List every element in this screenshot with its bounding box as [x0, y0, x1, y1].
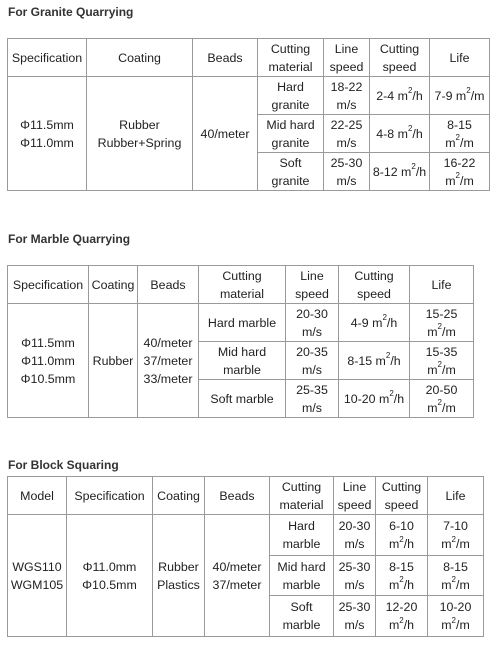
coating-cell: Rubber Plastics: [153, 515, 205, 637]
table-header-row: [8, 39, 490, 77]
table-header-row: [8, 266, 474, 304]
cutting-speed-cell: 2-4 $m^2/h$: [370, 77, 430, 115]
header-line-speed: Line speed: [286, 266, 339, 304]
specification-cell: Φ11.5mm Φ11.0mm: [8, 77, 87, 191]
material-cell: Soft granite: [258, 153, 324, 191]
header-beads: Beads: [205, 477, 270, 515]
model-cell: WGS110 WGM105: [8, 515, 67, 637]
line-speed-cell: 25-30 m/s: [324, 153, 370, 191]
header-coating: Coating: [87, 39, 193, 77]
header-specification: Specification: [8, 39, 87, 77]
header-cutting-speed: Cutting speed: [376, 477, 428, 515]
life-cell: 7-9 $m^2/m$: [430, 77, 490, 115]
line-speed-cell: 25-30 m/s: [334, 556, 376, 596]
header-cutting-speed: Cutting speed: [339, 266, 410, 304]
line-speed-cell: 18-22 m/s: [324, 77, 370, 115]
table-header-row: [8, 477, 484, 515]
table-row: [8, 304, 474, 342]
cutting-speed-cell: 12-20 $m^2/h$: [376, 596, 428, 637]
granite-table: [7, 38, 490, 191]
cutting-speed-cell: 4-9 $m^2/h$: [339, 304, 410, 342]
header-line-speed: Line speed: [324, 39, 370, 77]
line-speed-cell: 20-30 m/s: [334, 515, 376, 556]
marble-table: [7, 265, 474, 418]
life-cell: 15-35 $m^2/m$: [410, 342, 474, 380]
header-cutting-material: Cutting material: [258, 39, 324, 77]
specification-cell: Φ11.0mm Φ10.5mm: [67, 515, 153, 637]
header-cutting-material: Cutting material: [270, 477, 334, 515]
line-speed-cell: 20-30 m/s: [286, 304, 339, 342]
table-row: [8, 515, 484, 556]
life-cell: 8-15 $m^2/m$: [430, 115, 490, 153]
life-cell: 20-50 $m^2/m$: [410, 380, 474, 418]
coating-cell: Rubber: [89, 304, 138, 418]
header-beads: Beads: [138, 266, 199, 304]
header-life: Life: [428, 477, 484, 515]
life-cell: 16-22 $m^2/m$: [430, 153, 490, 191]
cutting-speed-cell: 4-8 $m^2/h$: [370, 115, 430, 153]
header-cutting-speed: Cutting speed: [370, 39, 430, 77]
material-cell: Hard marble: [270, 515, 334, 556]
header-beads: Beads: [193, 39, 258, 77]
material-cell: Soft marble: [270, 596, 334, 637]
life-cell: 10-20 $m^2/m$: [428, 596, 484, 637]
coating-cell: Rubber Rubber+Spring: [87, 77, 193, 191]
material-cell: Hard marble: [199, 304, 286, 342]
life-cell: 15-25 $m^2/m$: [410, 304, 474, 342]
line-speed-cell: 25-35 m/s: [286, 380, 339, 418]
line-speed-cell: 22-25 m/s: [324, 115, 370, 153]
line-speed-cell: 25-30 m/s: [334, 596, 376, 637]
header-coating: Coating: [89, 266, 138, 304]
header-line-speed: Line speed: [334, 477, 376, 515]
header-cutting-material: Cutting material: [199, 266, 286, 304]
beads-cell: 40/meter 37/meter: [205, 515, 270, 637]
header-specification: Specification: [67, 477, 153, 515]
cutting-speed-cell: 10-20 $m^2/h$: [339, 380, 410, 418]
block-table: [7, 476, 484, 637]
cutting-speed-cell: 8-15 $m^2/h$: [376, 556, 428, 596]
header-life: Life: [430, 39, 490, 77]
line-speed-cell: 20-35 m/s: [286, 342, 339, 380]
material-cell: Mid hard marble: [199, 342, 286, 380]
marble-heading: For Marble Quarrying: [8, 232, 131, 246]
beads-cell: 40/meter 37/meter 33/meter: [138, 304, 199, 418]
header-life: Life: [410, 266, 474, 304]
header-specification: Specification: [8, 266, 89, 304]
cutting-speed-cell: 6-10 $m^2/h$: [376, 515, 428, 556]
granite-heading: For Granite Quarrying: [8, 5, 134, 19]
material-cell: Mid hard marble: [270, 556, 334, 596]
material-cell: Hard granite: [258, 77, 324, 115]
cutting-speed-cell: 8-12 $m^2/h$: [370, 153, 430, 191]
material-cell: Mid hard granite: [258, 115, 324, 153]
block-heading: For Block Squaring: [8, 458, 119, 472]
header-model: Model: [8, 477, 67, 515]
life-cell: 7-10 $m^2/m$: [428, 515, 484, 556]
header-coating: Coating: [153, 477, 205, 515]
specification-cell: Φ11.5mm Φ11.0mm Φ10.5mm: [8, 304, 89, 418]
cutting-speed-cell: 8-15 $m^2/h$: [339, 342, 410, 380]
material-cell: Soft marble: [199, 380, 286, 418]
table-row: [8, 77, 490, 115]
beads-cell: 40/meter: [193, 77, 258, 191]
life-cell: 8-15 $m^2/m$: [428, 556, 484, 596]
